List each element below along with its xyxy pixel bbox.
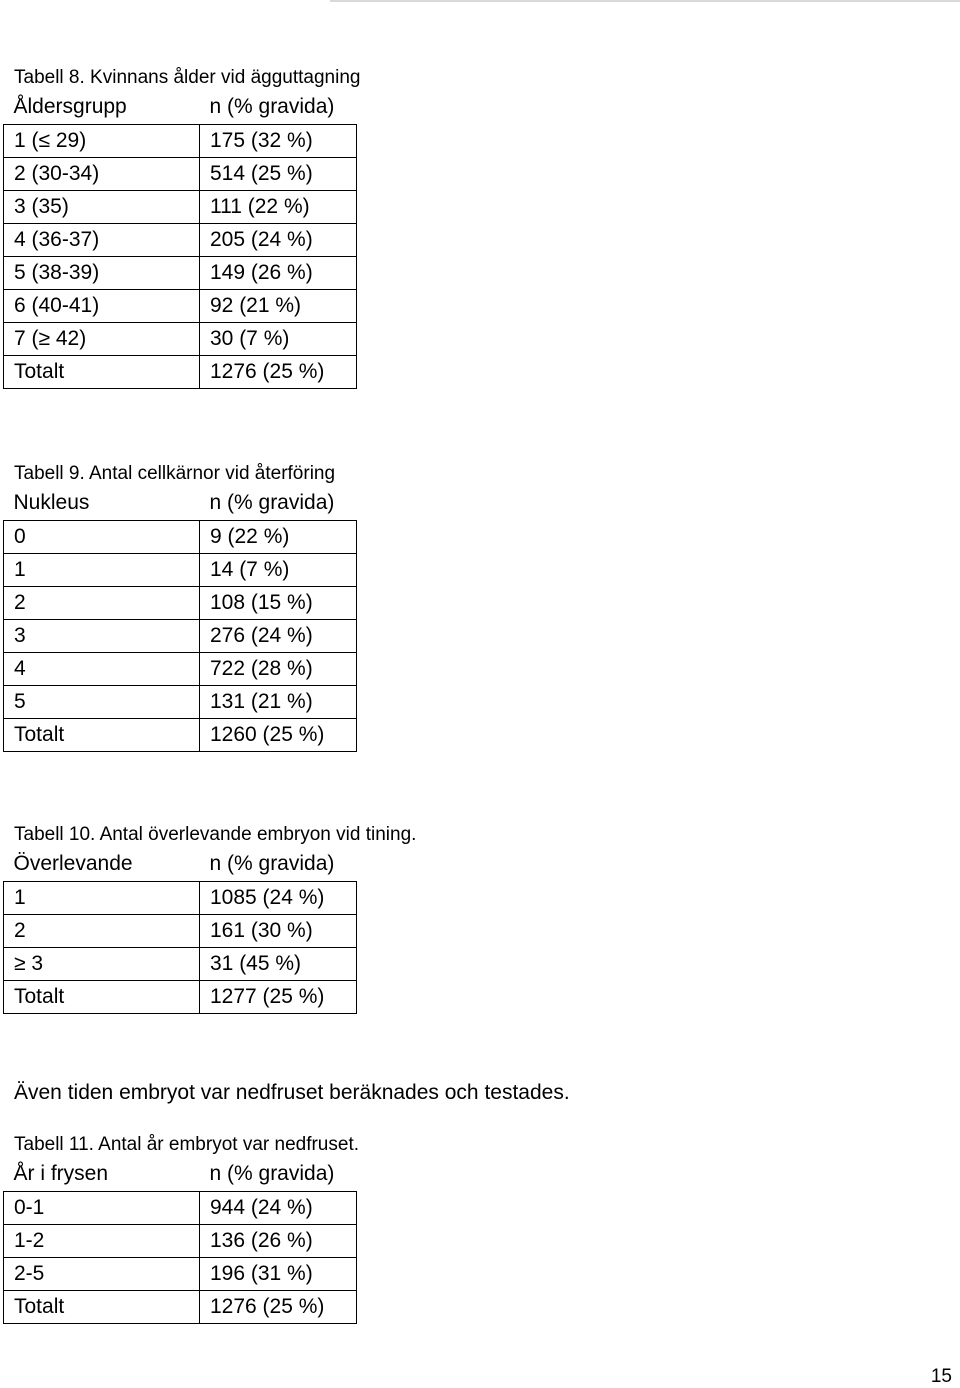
table-cell: 14 (7 %) [200,553,357,586]
table-10-surviving-embryos [3,848,357,1014]
column-header: Överlevande [13,852,133,876]
table-cell: 0-1 [4,1191,200,1224]
table-cell: 30 (7 %) [200,322,357,355]
column-header: Nukleus [13,491,90,515]
table-cell: 161 (30 %) [200,914,357,947]
table-cell: 5 [4,685,200,718]
table-cell: 5 (38-39) [4,256,200,289]
table-cell: 9 (22 %) [200,520,357,553]
table-cell: 108 (15 %) [200,586,357,619]
column-header: År i frysen [13,1162,109,1186]
table-cell: Totalt [4,980,200,1013]
table-8-age-groups [3,91,357,389]
table-cell: 31 (45 %) [200,947,357,980]
table-row [4,157,357,190]
table-cell: 4 [4,652,200,685]
table-cell: 944 (24 %) [200,1191,357,1224]
table-cell: 205 (24 %) [200,223,357,256]
table-row [4,914,357,947]
table-cell: 1 [4,553,200,586]
table-cell: 722 (28 %) [200,652,357,685]
table-cell: 1277 (25 %) [200,980,357,1013]
table-header-row [4,91,357,124]
table-cell: 3 [4,619,200,652]
table-row [4,355,357,388]
table-row [4,322,357,355]
table-cell: ≥ 3 [4,947,200,980]
table-cell: 1260 (25 %) [200,718,357,751]
table-8-caption: Tabell 8. Kvinnans ålder vid ägguttagning [14,67,361,88]
table-row [4,586,357,619]
table-11-caption: Tabell 11. Antal år embryot var nedfruset. [14,1134,359,1155]
table-row [4,124,357,157]
table-row [4,881,357,914]
table-row [4,980,357,1013]
table-cell: 1 (≤ 29) [4,124,200,157]
table-cell: Totalt [4,1290,200,1323]
table-row [4,190,357,223]
table-row [4,1257,357,1290]
column-header: n (% gravida) [209,852,335,876]
table-row [4,520,357,553]
table-row [4,718,357,751]
table-header-row [4,848,357,881]
table-row [4,256,357,289]
table-cell: 1276 (25 %) [200,1290,357,1323]
table-cell: 196 (31 %) [200,1257,357,1290]
table-cell: 2 [4,914,200,947]
table-9-caption: Tabell 9. Antal cellkärnor vid återföring [14,463,336,484]
table-cell: 514 (25 %) [200,157,357,190]
table-row [4,619,357,652]
table-cell: Totalt [4,355,200,388]
table-row [4,223,357,256]
top-divider [330,0,960,2]
table-row [4,289,357,322]
column-header: Åldersgrupp [13,95,127,119]
table-cell: 4 (36-37) [4,223,200,256]
table-cell: Totalt [4,718,200,751]
table-cell: 6 (40-41) [4,289,200,322]
table-9-nuclei [3,487,357,752]
table-cell: 1276 (25 %) [200,355,357,388]
table-cell: 2 [4,586,200,619]
table-cell: 131 (21 %) [200,685,357,718]
table-row [4,1191,357,1224]
table-cell: 1 [4,881,200,914]
table-header-row [4,487,357,520]
body-text-note: Även tiden embryot var nedfruset beräknades och testades. [14,1081,570,1104]
column-header: n (% gravida) [209,1162,335,1186]
table-10-caption: Tabell 10. Antal överlevande embryon vid tining. [14,824,417,845]
table-row [4,685,357,718]
table-header-row [4,1158,357,1191]
table-cell: 276 (24 %) [200,619,357,652]
table-cell: 2 (30-34) [4,157,200,190]
table-row [4,553,357,586]
table-row [4,947,357,980]
column-header: n (% gravida) [209,491,335,515]
table-cell: 7 (≥ 42) [4,322,200,355]
column-header: n (% gravida) [209,95,335,119]
table-row [4,652,357,685]
table-cell: 149 (26 %) [200,256,357,289]
table-cell: 2-5 [4,1257,200,1290]
table-cell: 175 (32 %) [200,124,357,157]
table-row [4,1224,357,1257]
table-cell: 3 (35) [4,190,200,223]
table-cell: 1-2 [4,1224,200,1257]
table-11-years-frozen [3,1158,357,1324]
table-cell: 0 [4,520,200,553]
table-row [4,1290,357,1323]
table-cell: 1085 (24 %) [200,881,357,914]
page-number: 15 [930,1366,952,1387]
table-cell: 136 (26 %) [200,1224,357,1257]
table-cell: 92 (21 %) [200,289,357,322]
table-cell: 111 (22 %) [200,190,357,223]
